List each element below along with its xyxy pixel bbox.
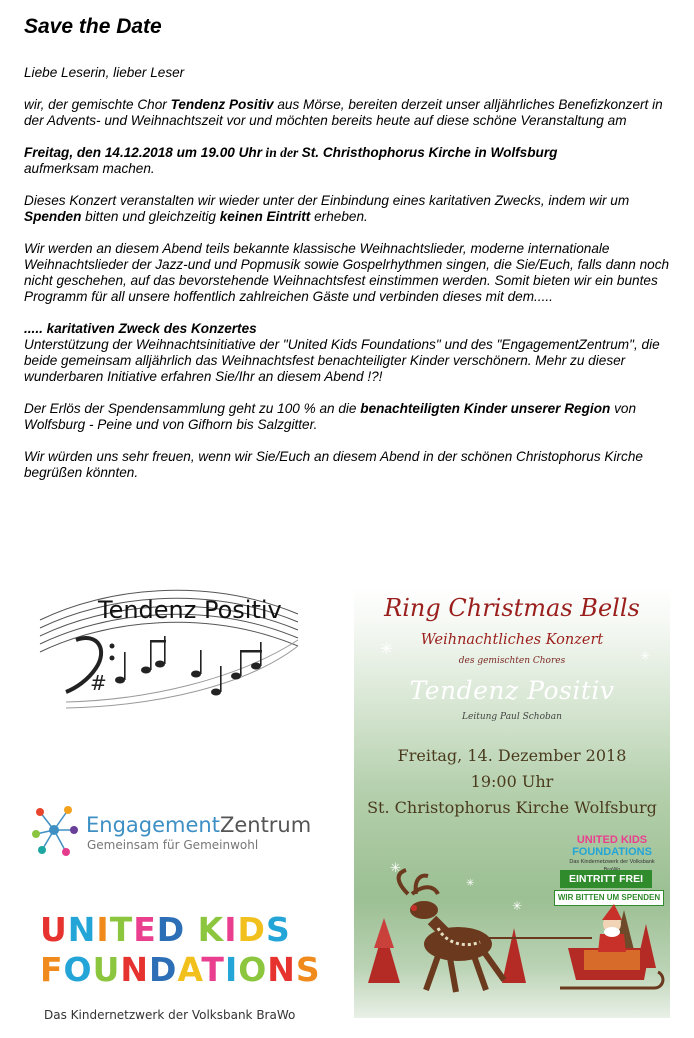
poster-ukf-tagline: Das Kindernetzwerk der Volksbank <box>569 859 655 865</box>
purpose-text-c: erheben. <box>310 209 368 224</box>
poster-illustration <box>354 588 670 1018</box>
spenden-word: Spenden <box>24 209 82 224</box>
sharp-icon: # <box>90 671 107 695</box>
network-icon <box>32 806 78 856</box>
music-notes-icon <box>115 636 262 696</box>
svg-text:✳: ✳ <box>640 649 651 663</box>
intro-text-a: wir, der gemischte Chor <box>24 97 171 112</box>
poster-subtitle: Weihnachtliches Konzert <box>420 632 604 648</box>
concert-poster <box>354 588 670 1018</box>
event-date: Freitag, den 14.12.2018 um 19.00 Uhr <box>24 145 263 160</box>
intro-text-b: aus Mörse, bereiten derzeit unser alljährliches Benefizkonzert in der Advents- und Weihnachtszeit vor und möchten bereits heute auf diese schöne Veranstaltung am <box>24 97 663 128</box>
proceeds-beneficiary: benachteiligten Kinder unserer Region <box>360 401 611 416</box>
engagement-zentrum-wordmark <box>86 813 311 837</box>
engagement-zentrum-logo <box>30 800 312 860</box>
no-entry-word: keinen Eintritt <box>219 209 311 224</box>
poster-choir-name: Tendenz Positiv <box>409 676 615 705</box>
poster-conductor: Leitung Paul Schoban <box>462 712 562 722</box>
reindeer-icon <box>399 870 504 992</box>
poster-date: Freitag, 14. Dezember 2018 <box>397 746 627 765</box>
svg-text:✳: ✳ <box>466 878 475 889</box>
poster-choir-label: des gemischten Chores <box>458 656 566 666</box>
purpose-text-a: Dieses Konzert veranstalten wir wieder unter der Einbindung eines karitativen Zwecks, indem wir um <box>24 193 630 208</box>
ukf-tagline: Das Kindernetzwerk der Volksbank BraWo <box>44 1008 296 1022</box>
letter <box>24 14 684 497</box>
choir-name: Tendenz Positiv <box>170 97 274 112</box>
event-date-connector: in der <box>262 145 302 160</box>
proceeds-text-b: von Wolfsburg - Peine und von Gifhorn bis Salzgitter. <box>24 401 637 432</box>
tendenz-positiv-logo <box>36 580 306 715</box>
poster-ukf-line2: FOUNDATIONS <box>572 846 652 858</box>
ukf-line2: FOUNDATIONS <box>40 950 321 989</box>
united-kids-foundations-logo <box>38 905 321 1030</box>
svg-text:✳: ✳ <box>512 899 523 913</box>
svg-text:✳: ✳ <box>390 861 401 876</box>
charity-text: Unterstützung der Weihnachtsinitiative der "United Kids Foundations" und des "EngagementZentrum", die beide gemeinsam alljährlich das Weihnachtsfest benachteiligter Kinder verschönern. Mehr zu dieser wunderbaren Initiative erfahren Sie/Ihr an diesem Abend !?! <box>24 337 660 384</box>
charity-paragraph <box>24 321 684 385</box>
poster-title: Ring Christmas Bells <box>384 594 640 622</box>
ez-tagline: Gemeinsam für Gemeinwohl <box>87 838 259 852</box>
tendenz-logo-text: Tendenz Positiv <box>98 596 282 624</box>
snowflake-icon <box>380 639 650 913</box>
poster-ukf-line1: UNITED KIDS <box>576 834 648 846</box>
event-place: St. Christhophorus Kirche in Wolfsburg <box>301 145 558 160</box>
svg-text:✳: ✳ <box>380 639 394 658</box>
charity-heading: ..... karitativen Zweck des Konzertes <box>24 321 257 336</box>
date-paragraph <box>24 145 684 177</box>
free-entry-badge: EINTRITT FREI <box>560 870 652 888</box>
donation-badge: WIR BITTEN UM SPENDEN <box>554 890 664 906</box>
purpose-text-b: bitten und gleichzeitig <box>81 209 220 224</box>
closing-paragraph: Wir würden uns sehr freuen, wenn wir Sie/Euch an diesem Abend in der schönen Christophorus Kirche begrüßen könnten. <box>24 449 643 480</box>
purpose-paragraph <box>24 193 684 225</box>
ez-engagement-text: Engagement <box>86 813 220 837</box>
poster-place: St. Christophorus Kirche Wolfsburg <box>367 798 657 817</box>
poster-time: 19:00 Uhr <box>470 772 554 791</box>
proceeds-paragraph <box>24 401 684 433</box>
greeting: Liebe Leserin, lieber Leser <box>24 65 185 80</box>
ukf-line1: UNITED KIDS <box>40 910 291 949</box>
proceeds-text-a: Der Erlös der Spendensammlung geht zu 100 % an die <box>24 401 361 416</box>
program-paragraph: Wir werden an diesem Abend teils bekannte klassische Weihnachtslieder, moderne internationale Weihnachtslieder der Jazz-und und Popmusik sowie Gospelrhythmen singen, die Sie/Euch, falls dann noch nicht geschehen, auf das bevorstehende Weihnachtsfest einstimmen werden. Somit bieten wir ein buntes Programm für all unsere hoffentlich zahlreichen Gäste und verbinden dieses mit dem..... <box>24 241 670 304</box>
ez-zentrum-text: Zentrum <box>219 813 312 837</box>
intro-paragraph <box>24 97 684 129</box>
page-title: Save the Date <box>24 15 162 38</box>
date-after: aufmerksam machen. <box>24 161 155 176</box>
